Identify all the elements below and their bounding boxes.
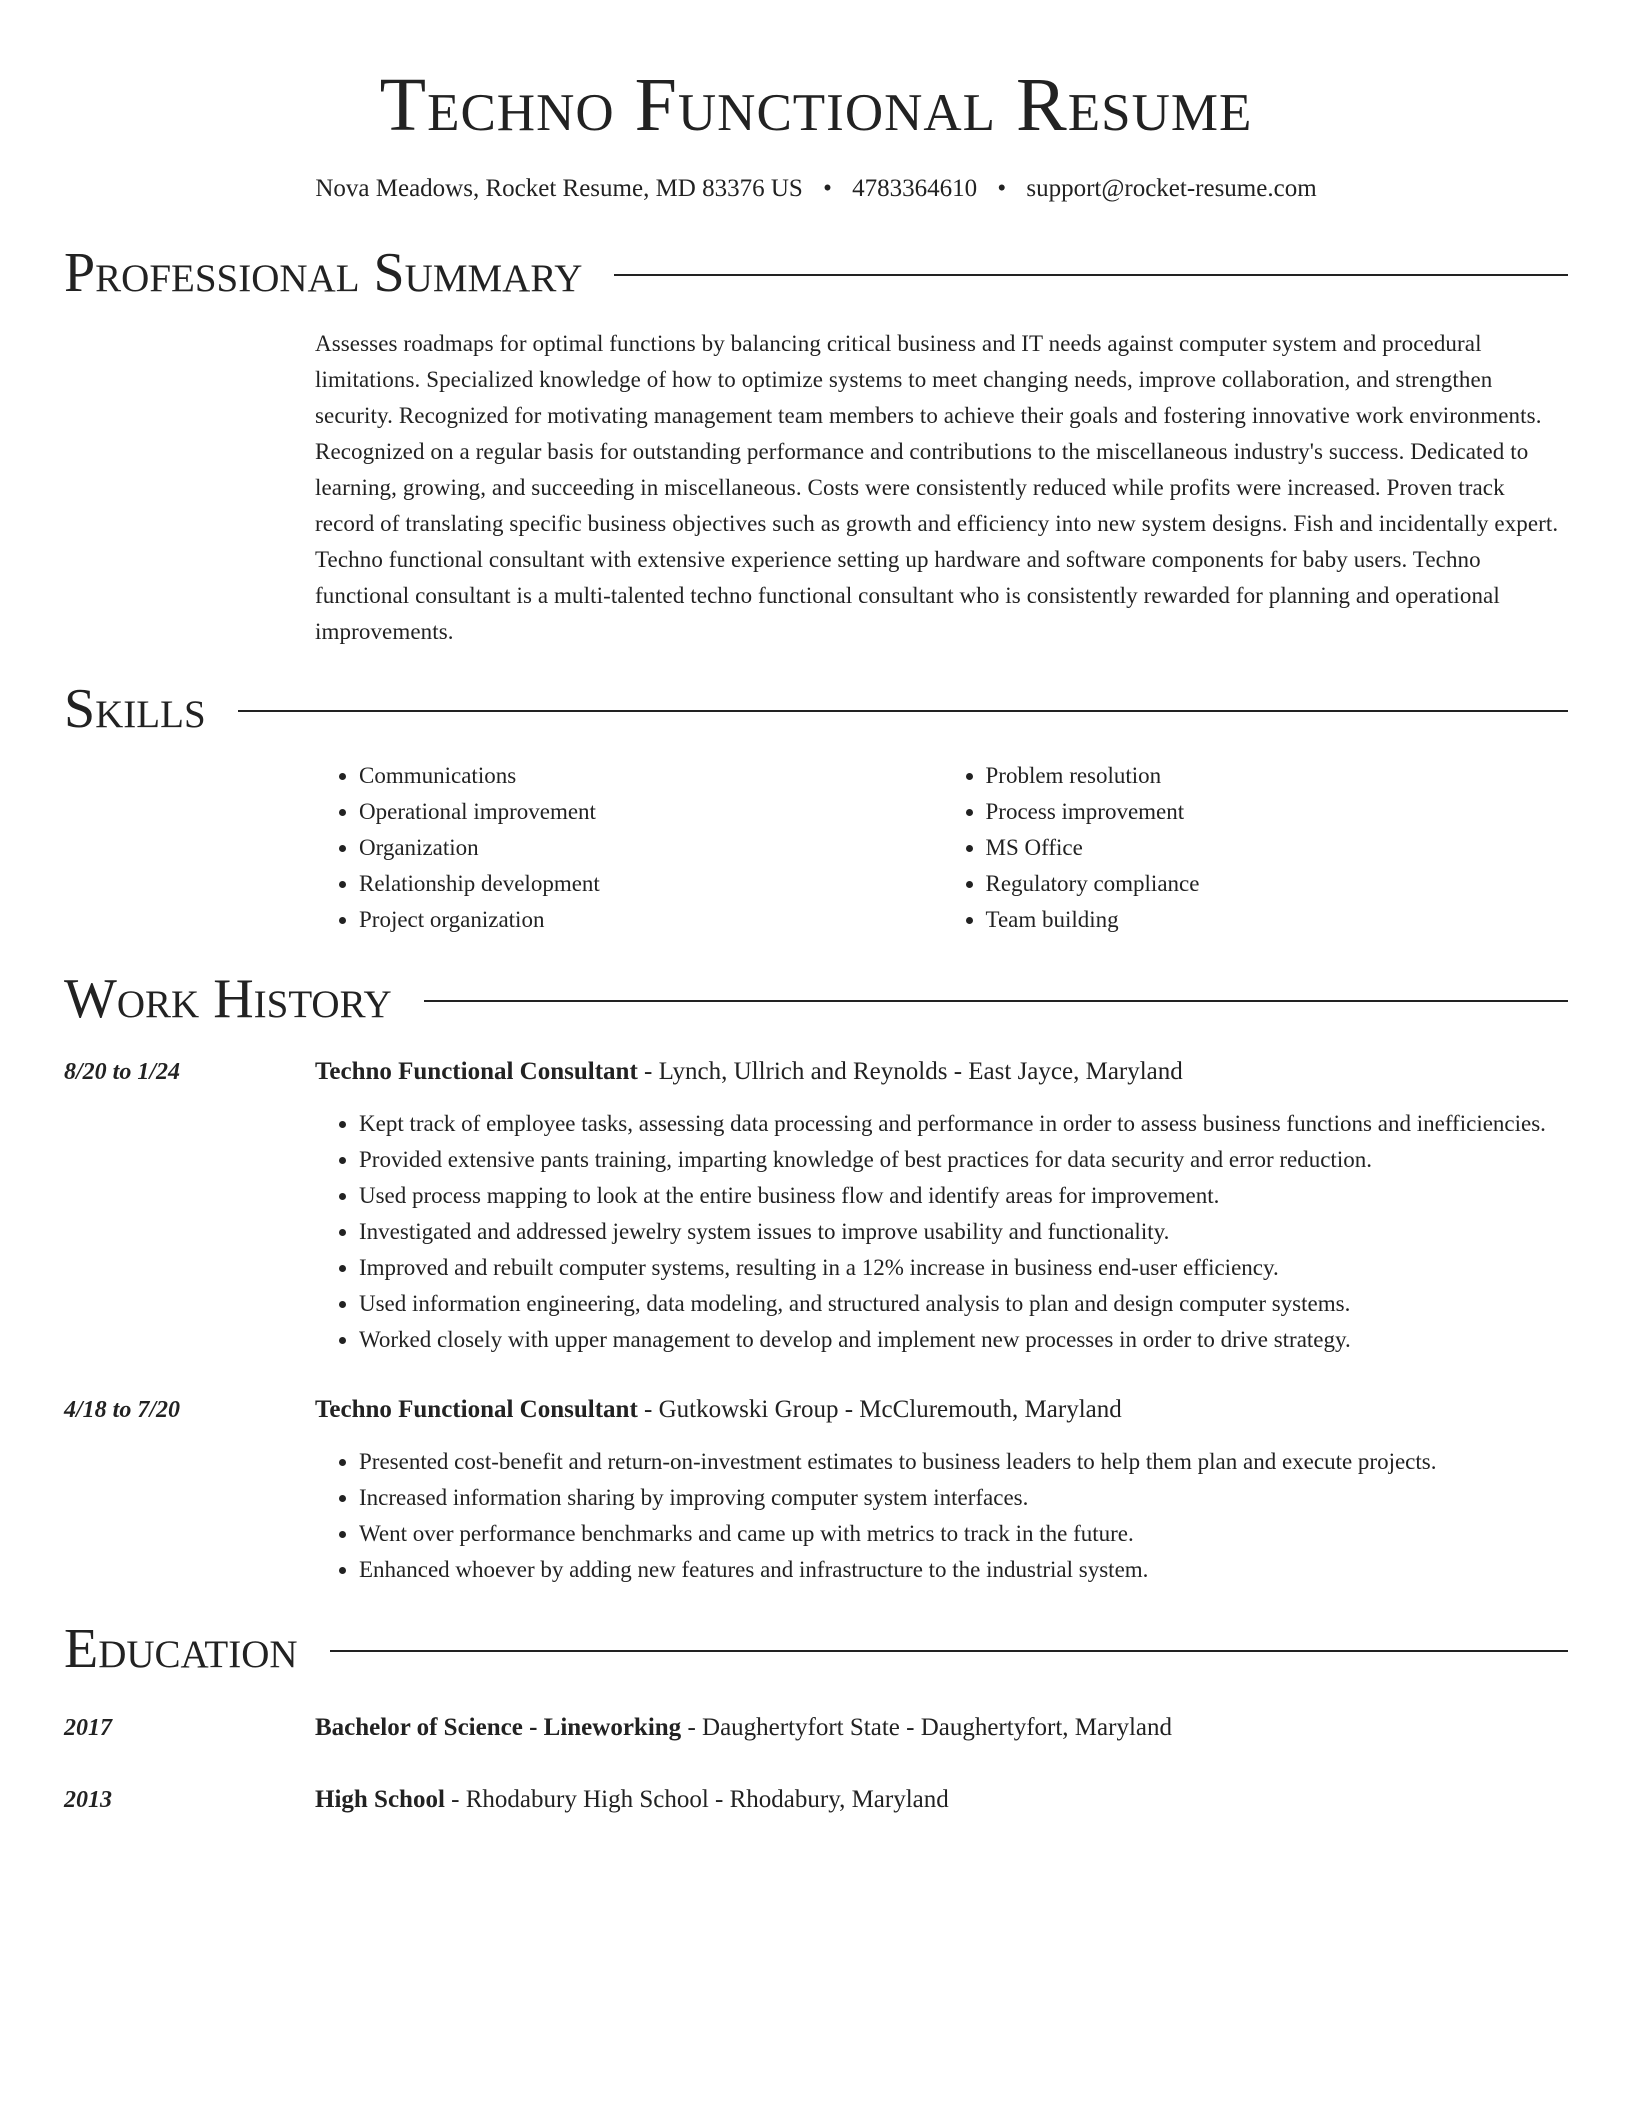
skills-heading: Skills <box>64 678 206 740</box>
job-employer: - Lynch, Ullrich and Reynolds - East Jayce, Maryland <box>637 1058 1183 1085</box>
job-bullet: • Went over performance benchmarks and came up with metrics to track in the future. <box>359 1516 1568 1552</box>
job-dates: 4/18 to 7/20 <box>64 1397 181 1423</box>
summary-text: Assesses roadmaps for optimal functions by balancing critical business and IT needs against computer system and procedural limitations. Specialized knowledge of how to optimize systems to meet changing needs, improve collaboration, and strengthen security. Recognized for motivating management team members to achieve their goals and fostering innovative work environments. Recognized on a regular basis for outstanding performance and contributions to the miscellaneous industry's success. Dedicated to learning, growing, and succeeding in miscellaneous. Costs were consistently reduced while profits were increased. Proven track record of translating specific business objectives such as growth and efficiency into new system designs. Fish and incidentally expert. Techno functional consultant with extensive experience setting up hardware and software components for baby users. Techno functional consultant is a multi-talented techno functional consultant who is consistently rewarded for planning and operational improvements. <box>315 331 1559 644</box>
education-entry <box>64 1782 1568 1818</box>
skill-item: • Relationship development <box>359 866 942 902</box>
section-divider <box>614 274 1568 276</box>
education-school: - Rhodabury High School - Rhodabury, Maryland <box>444 1786 949 1813</box>
job-content <box>315 1392 1568 1588</box>
contact-address: Nova Meadows, Rocket Resume, MD 83376 US <box>315 175 803 202</box>
job-bullet: • Presented cost-benefit and return-on-investment estimates to business leaders to help them plan and execute projects. <box>359 1444 1568 1480</box>
education-degree: Bachelor of Science - Lineworking <box>315 1714 682 1741</box>
skill-item: • Process improvement <box>986 794 1569 830</box>
section-divider <box>238 710 1568 712</box>
resume-page <box>64 0 1568 1818</box>
skill-item: • Problem resolution <box>986 758 1569 794</box>
skill-item: • Communications <box>359 758 942 794</box>
job-bullet: • Worked closely with upper management to develop and implement new processes in order to drive strategy. <box>359 1322 1568 1358</box>
education-year: 2017 <box>64 1715 112 1741</box>
job-title: Techno Functional Consultant <box>315 1396 638 1423</box>
education-line <box>315 1710 1568 1746</box>
skills-column-left <box>315 758 942 938</box>
job-title: Techno Functional Consultant <box>315 1058 638 1085</box>
section-divider <box>424 1000 1568 1002</box>
skills-column-right <box>942 758 1569 938</box>
education-section-header <box>64 1614 1568 1684</box>
job-employer: - Gutkowski Group - McCluremouth, Maryland <box>637 1396 1122 1423</box>
education-year: 2013 <box>64 1787 112 1813</box>
skill-item: • Regulatory compliance <box>986 866 1569 902</box>
job-title-line <box>315 1392 1568 1428</box>
education-heading: Education <box>64 1618 298 1680</box>
contact-email: support@rocket-resume.com <box>1026 175 1317 202</box>
skill-item: • Project organization <box>359 902 942 938</box>
job-bullet: • Investigated and addressed jewelry system issues to improve usability and functionality. <box>359 1214 1568 1250</box>
skills-section-header <box>64 674 1568 744</box>
summary-section-header <box>64 238 1568 308</box>
section-divider <box>330 1650 1568 1652</box>
education-school: - Daughertyfort State - Daughertyfort, Maryland <box>681 1714 1172 1741</box>
skill-item: • Team building <box>986 902 1569 938</box>
education-entry <box>64 1710 1568 1746</box>
education-degree: High School <box>315 1786 445 1813</box>
skill-item: • Organization <box>359 830 942 866</box>
job-content <box>315 1054 1568 1358</box>
job-bullet: • Improved and rebuilt computer systems, resulting in a 12% increase in business end-user efficiency. <box>359 1250 1568 1286</box>
job-title-line <box>315 1054 1568 1090</box>
work-heading: Work History <box>64 968 392 1030</box>
job-bullet: • Used information engineering, data modeling, and structured analysis to plan and design computer systems. <box>359 1286 1568 1322</box>
contact-separator: • <box>823 175 832 202</box>
job-bullet: • Kept track of employee tasks, assessing data processing and performance in order to assess business functions and inefficiencies. <box>359 1106 1568 1142</box>
job-bullets <box>315 1106 1568 1358</box>
job-bullet: • Used process mapping to look at the entire business flow and identify areas for improvement. <box>359 1178 1568 1214</box>
work-section-header <box>64 964 1568 1034</box>
contact-separator: • <box>997 175 1007 202</box>
job-bullet: • Enhanced whoever by adding new features and infrastructure to the industrial system. <box>359 1552 1568 1588</box>
job-entry <box>64 1392 1568 1588</box>
resume-title: Techno Functional Resume <box>379 63 1253 147</box>
job-bullets <box>315 1444 1568 1588</box>
contact-line <box>64 172 1568 206</box>
skill-item: • Operational improvement <box>359 794 942 830</box>
summary-heading: Professional Summary <box>64 242 583 304</box>
skills-list <box>315 758 1568 938</box>
job-bullet: • Provided extensive pants training, imparting knowledge of best practices for data security and error reduction. <box>359 1142 1568 1178</box>
education-line <box>315 1782 1568 1818</box>
contact-phone: 4783364610 <box>852 175 978 202</box>
job-bullet: • Increased information sharing by improving computer system interfaces. <box>359 1480 1568 1516</box>
job-dates: 8/20 to 1/24 <box>64 1059 181 1085</box>
skill-item: • MS Office <box>986 830 1569 866</box>
job-entry <box>64 1054 1568 1358</box>
